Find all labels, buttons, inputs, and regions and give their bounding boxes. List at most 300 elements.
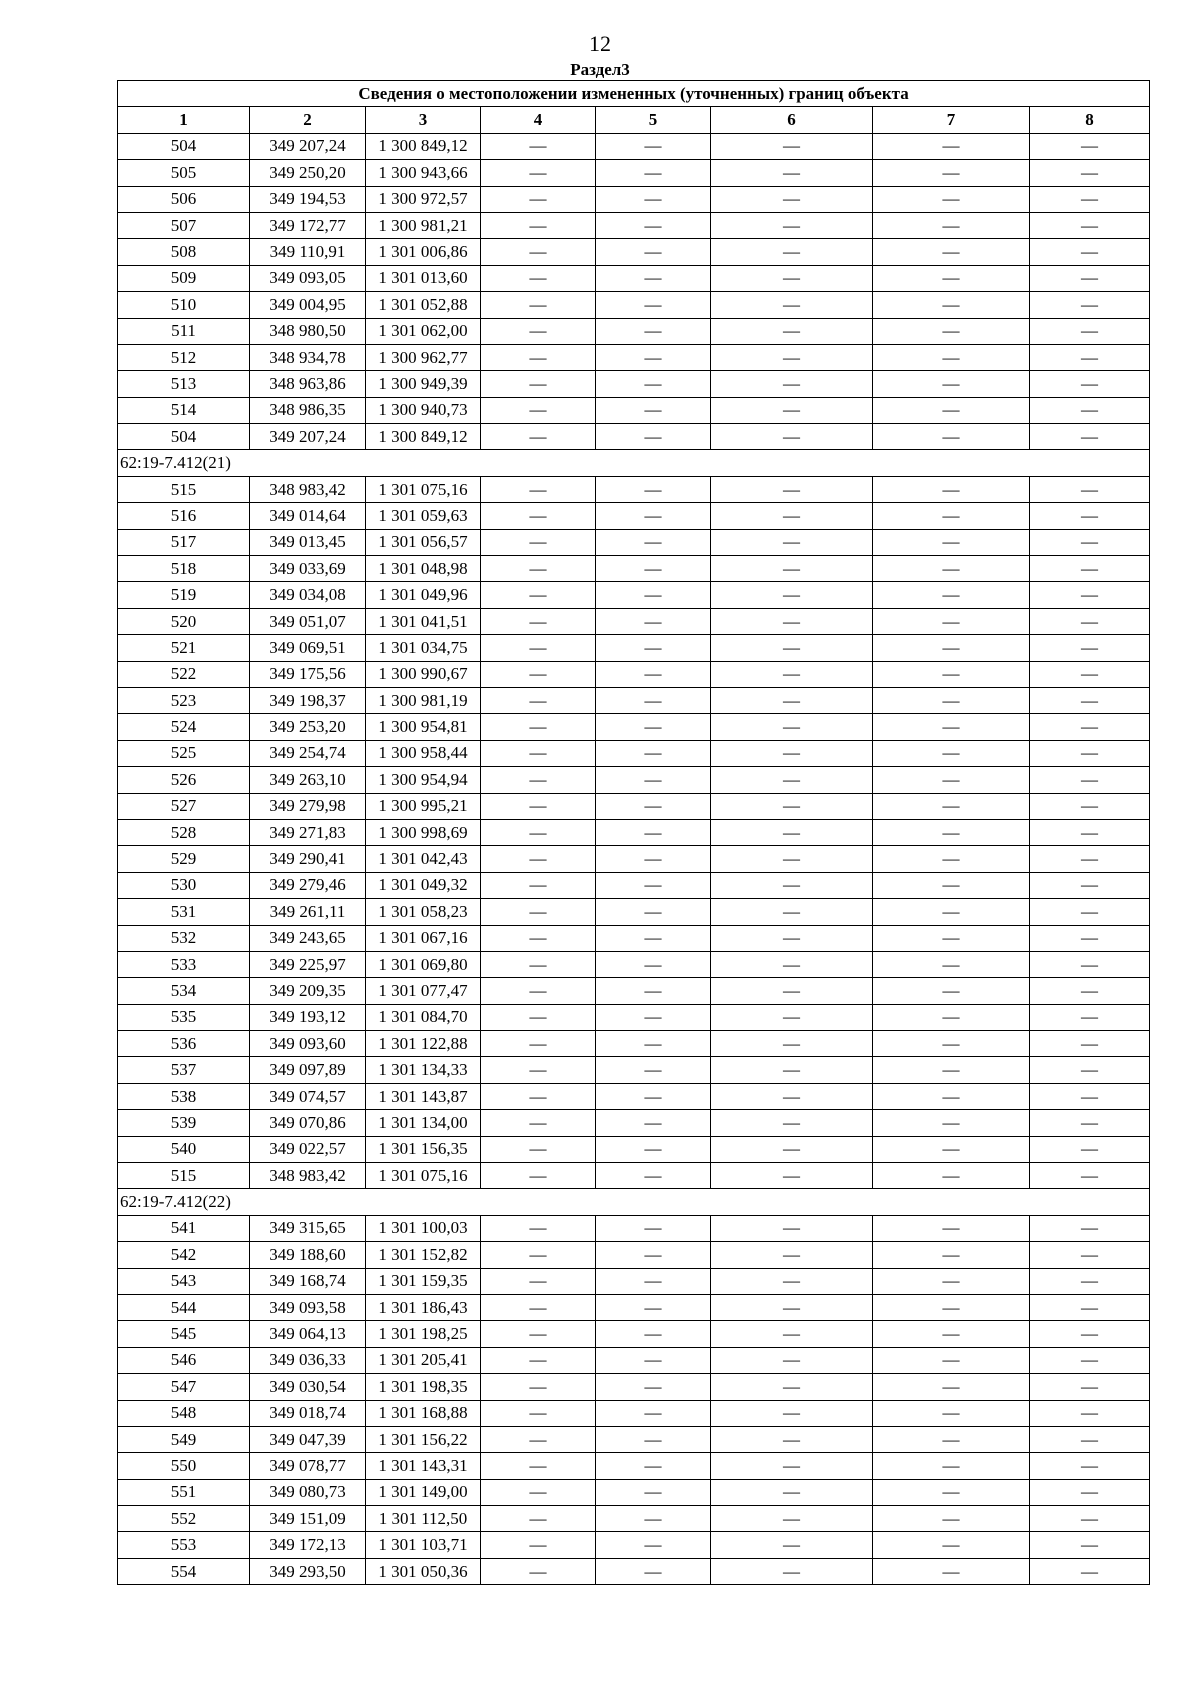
empty-cell: — [596,872,711,898]
table-row [118,503,1150,529]
empty-cell: — [596,1163,711,1189]
empty-cell: — [711,608,873,634]
empty-cell: — [481,1506,596,1532]
empty-cell: — [711,1057,873,1083]
y-coordinate-cell: 1 301 134,33 [366,1057,481,1083]
table-row [118,582,1150,608]
empty-cell: — [711,1031,873,1057]
empty-cell: — [481,1558,596,1584]
empty-cell: — [873,1136,1030,1162]
empty-cell: — [596,1294,711,1320]
empty-cell: — [1030,1400,1150,1426]
table-row [118,133,1150,159]
empty-cell: — [481,1136,596,1162]
table-row [118,397,1150,423]
table-row [118,160,1150,186]
y-coordinate-cell: 1 300 954,81 [366,714,481,740]
x-coordinate-cell: 349 093,60 [250,1031,366,1057]
empty-cell: — [711,1242,873,1268]
y-coordinate-cell: 1 301 122,88 [366,1031,481,1057]
empty-cell: — [873,133,1030,159]
y-coordinate-cell: 1 301 049,96 [366,582,481,608]
empty-cell: — [711,239,873,265]
empty-cell: — [873,608,1030,634]
table-body [118,133,1150,1584]
empty-cell: — [481,1294,596,1320]
y-coordinate-cell: 1 301 062,00 [366,318,481,344]
empty-cell: — [873,1374,1030,1400]
x-coordinate-cell: 349 078,77 [250,1453,366,1479]
x-coordinate-cell: 349 188,60 [250,1242,366,1268]
empty-cell: — [711,1506,873,1532]
empty-cell: — [481,265,596,291]
table-row [118,1110,1150,1136]
empty-cell: — [711,582,873,608]
y-coordinate-cell: 1 300 998,69 [366,819,481,845]
y-coordinate-cell: 1 301 152,82 [366,1242,481,1268]
empty-cell: — [711,424,873,450]
empty-cell: — [1030,529,1150,555]
point-number-cell: 517 [118,529,250,555]
point-number-cell: 519 [118,582,250,608]
empty-cell: — [873,212,1030,238]
empty-cell: — [596,318,711,344]
x-coordinate-cell: 349 194,53 [250,186,366,212]
point-number-cell: 506 [118,186,250,212]
point-number-cell: 534 [118,978,250,1004]
point-number-cell: 542 [118,1242,250,1268]
y-coordinate-cell: 1 301 143,31 [366,1453,481,1479]
empty-cell: — [596,1426,711,1452]
point-number-cell: 544 [118,1294,250,1320]
y-coordinate-cell: 1 301 156,35 [366,1136,481,1162]
empty-cell: — [873,1321,1030,1347]
y-coordinate-cell: 1 301 112,50 [366,1506,481,1532]
empty-cell: — [481,1321,596,1347]
empty-cell: — [596,1347,711,1373]
point-number-cell: 538 [118,1083,250,1109]
point-number-cell: 533 [118,951,250,977]
empty-cell: — [873,767,1030,793]
y-coordinate-cell: 1 301 077,47 [366,978,481,1004]
empty-cell: — [873,371,1030,397]
empty-cell: — [596,635,711,661]
y-coordinate-cell: 1 300 849,12 [366,133,481,159]
x-coordinate-cell: 348 983,42 [250,476,366,502]
y-coordinate-cell: 1 301 156,22 [366,1426,481,1452]
empty-cell: — [711,1426,873,1452]
empty-cell: — [1030,1374,1150,1400]
empty-cell: — [1030,1242,1150,1268]
empty-cell: — [481,819,596,845]
x-coordinate-cell: 349 293,50 [250,1558,366,1584]
table-row [118,556,1150,582]
empty-cell: — [596,1136,711,1162]
x-coordinate-cell: 349 051,07 [250,608,366,634]
empty-cell: — [1030,133,1150,159]
empty-cell: — [1030,714,1150,740]
empty-cell: — [481,476,596,502]
empty-cell: — [596,1400,711,1426]
empty-cell: — [596,186,711,212]
empty-cell: — [711,212,873,238]
empty-cell: — [711,397,873,423]
empty-cell: — [711,1400,873,1426]
empty-cell: — [711,1453,873,1479]
empty-cell: — [596,424,711,450]
empty-cell: — [596,582,711,608]
empty-cell: — [481,397,596,423]
empty-cell: — [481,740,596,766]
empty-cell: — [1030,767,1150,793]
column-header: 2 [250,107,366,133]
empty-cell: — [711,1083,873,1109]
empty-cell: — [711,186,873,212]
point-number-cell: 527 [118,793,250,819]
empty-cell: — [873,1532,1030,1558]
x-coordinate-cell: 349 263,10 [250,767,366,793]
table-row [118,186,1150,212]
empty-cell: — [711,1347,873,1373]
empty-cell: — [873,1506,1030,1532]
empty-cell: — [596,1057,711,1083]
x-coordinate-cell: 349 110,91 [250,239,366,265]
point-number-cell: 541 [118,1215,250,1241]
empty-cell: — [596,1321,711,1347]
empty-cell: — [481,899,596,925]
empty-cell: — [1030,951,1150,977]
empty-cell: — [596,212,711,238]
empty-cell: — [1030,899,1150,925]
empty-cell: — [481,1242,596,1268]
y-coordinate-cell: 1 300 949,39 [366,371,481,397]
empty-cell: — [596,1506,711,1532]
empty-cell: — [711,265,873,291]
table-row [118,1426,1150,1452]
empty-cell: — [873,1215,1030,1241]
empty-cell: — [481,608,596,634]
y-coordinate-cell: 1 300 995,21 [366,793,481,819]
column-header: 8 [1030,107,1150,133]
table-row [118,1453,1150,1479]
x-coordinate-cell: 349 070,86 [250,1110,366,1136]
x-coordinate-cell: 349 225,97 [250,951,366,977]
empty-cell: — [481,556,596,582]
table-row [118,740,1150,766]
empty-cell: — [596,476,711,502]
empty-cell: — [711,476,873,502]
empty-cell: — [1030,661,1150,687]
empty-cell: — [873,318,1030,344]
column-header-row [118,107,1150,133]
table-row [118,1004,1150,1030]
empty-cell: — [873,1163,1030,1189]
empty-cell: — [1030,424,1150,450]
empty-cell: — [1030,1031,1150,1057]
x-coordinate-cell: 349 004,95 [250,292,366,318]
empty-cell: — [711,687,873,713]
empty-cell: — [481,371,596,397]
coordinates-table [117,80,1150,1585]
y-coordinate-cell: 1 301 042,43 [366,846,481,872]
empty-cell: — [1030,635,1150,661]
x-coordinate-cell: 349 172,77 [250,212,366,238]
y-coordinate-cell: 1 300 943,66 [366,160,481,186]
x-coordinate-cell: 349 014,64 [250,503,366,529]
empty-cell: — [596,1558,711,1584]
point-number-cell: 524 [118,714,250,740]
x-coordinate-cell: 349 036,33 [250,1347,366,1373]
y-coordinate-cell: 1 301 149,00 [366,1479,481,1505]
empty-cell: — [711,635,873,661]
empty-cell: — [1030,212,1150,238]
empty-cell: — [711,925,873,951]
point-number-cell: 526 [118,767,250,793]
point-number-cell: 539 [118,1110,250,1136]
x-coordinate-cell: 349 074,57 [250,1083,366,1109]
empty-cell: — [711,793,873,819]
empty-cell: — [711,556,873,582]
empty-cell: — [596,265,711,291]
empty-cell: — [596,1479,711,1505]
empty-cell: — [596,556,711,582]
empty-cell: — [873,186,1030,212]
point-number-cell: 509 [118,265,250,291]
table-row [118,344,1150,370]
table-row [118,1294,1150,1320]
empty-cell: — [481,767,596,793]
empty-cell: — [481,133,596,159]
empty-cell: — [481,978,596,1004]
empty-cell: — [873,503,1030,529]
empty-cell: — [1030,740,1150,766]
table-row [118,1215,1150,1241]
y-coordinate-cell: 1 301 100,03 [366,1215,481,1241]
table-row [118,239,1150,265]
empty-cell: — [596,846,711,872]
x-coordinate-cell: 349 279,98 [250,793,366,819]
point-number-cell: 504 [118,133,250,159]
empty-cell: — [711,529,873,555]
empty-cell: — [1030,397,1150,423]
section-title: Раздел3 [570,60,630,79]
empty-cell: — [711,344,873,370]
empty-cell: — [873,714,1030,740]
y-coordinate-cell: 1 300 990,67 [366,661,481,687]
empty-cell: — [873,1294,1030,1320]
point-number-cell: 535 [118,1004,250,1030]
empty-cell: — [1030,1347,1150,1373]
empty-cell: — [873,1057,1030,1083]
empty-cell: — [596,292,711,318]
x-coordinate-cell: 349 315,65 [250,1215,366,1241]
empty-cell: — [711,1532,873,1558]
x-coordinate-cell: 348 963,86 [250,371,366,397]
empty-cell: — [596,767,711,793]
y-coordinate-cell: 1 301 034,75 [366,635,481,661]
empty-cell: — [481,1083,596,1109]
point-number-cell: 522 [118,661,250,687]
empty-cell: — [711,846,873,872]
empty-cell: — [873,1083,1030,1109]
empty-cell: — [1030,582,1150,608]
empty-cell: — [481,1004,596,1030]
x-coordinate-cell: 349 030,54 [250,1374,366,1400]
y-coordinate-cell: 1 300 958,44 [366,740,481,766]
empty-cell: — [481,1532,596,1558]
empty-cell: — [481,503,596,529]
empty-cell: — [1030,292,1150,318]
x-coordinate-cell: 349 047,39 [250,1426,366,1452]
empty-cell: — [481,344,596,370]
point-number-cell: 552 [118,1506,250,1532]
point-number-cell: 551 [118,1479,250,1505]
empty-cell: — [873,1268,1030,1294]
column-header: 3 [366,107,481,133]
table-row [118,1242,1150,1268]
table-row [118,714,1150,740]
empty-cell: — [1030,1294,1150,1320]
empty-cell: — [711,292,873,318]
table-row [118,1031,1150,1057]
point-number-cell: 530 [118,872,250,898]
table-row [118,318,1150,344]
empty-cell: — [481,1031,596,1057]
y-coordinate-cell: 1 301 041,51 [366,608,481,634]
y-coordinate-cell: 1 301 075,16 [366,1163,481,1189]
point-number-cell: 523 [118,687,250,713]
empty-cell: — [596,1532,711,1558]
empty-cell: — [873,582,1030,608]
empty-cell: — [596,160,711,186]
empty-cell: — [481,160,596,186]
empty-cell: — [596,1242,711,1268]
empty-cell: — [873,1426,1030,1452]
empty-cell: — [711,1374,873,1400]
empty-cell: — [711,978,873,1004]
table-row [118,476,1150,502]
empty-cell: — [1030,1163,1150,1189]
x-coordinate-cell: 349 253,20 [250,714,366,740]
empty-cell: — [1030,556,1150,582]
y-coordinate-cell: 1 300 981,21 [366,212,481,238]
x-coordinate-cell: 348 983,42 [250,1163,366,1189]
empty-cell: — [1030,846,1150,872]
table-row [118,1374,1150,1400]
point-number-cell: 528 [118,819,250,845]
empty-cell: — [711,1110,873,1136]
x-coordinate-cell: 349 209,35 [250,978,366,1004]
empty-cell: — [873,1479,1030,1505]
empty-cell: — [481,1215,596,1241]
point-number-cell: 518 [118,556,250,582]
point-number-cell: 504 [118,424,250,450]
y-coordinate-cell: 1 301 067,16 [366,925,481,951]
empty-cell: — [1030,1268,1150,1294]
empty-cell: — [1030,1110,1150,1136]
empty-cell: — [711,767,873,793]
column-header: 5 [596,107,711,133]
empty-cell: — [711,160,873,186]
empty-cell: — [596,925,711,951]
empty-cell: — [1030,1453,1150,1479]
table-row [118,1136,1150,1162]
x-coordinate-cell: 349 168,74 [250,1268,366,1294]
y-coordinate-cell: 1 301 048,98 [366,556,481,582]
y-coordinate-cell: 1 301 168,88 [366,1400,481,1426]
empty-cell: — [1030,1083,1150,1109]
empty-cell: — [1030,1532,1150,1558]
point-number-cell: 553 [118,1532,250,1558]
empty-cell: — [481,1057,596,1083]
empty-cell: — [481,687,596,713]
empty-cell: — [873,529,1030,555]
empty-cell: — [481,582,596,608]
empty-cell: — [1030,1136,1150,1162]
empty-cell: — [596,1268,711,1294]
empty-cell: — [596,819,711,845]
empty-cell: — [1030,344,1150,370]
y-coordinate-cell: 1 301 198,25 [366,1321,481,1347]
empty-cell: — [596,397,711,423]
page-number: 12 [589,31,611,56]
empty-cell: — [873,239,1030,265]
empty-cell: — [596,899,711,925]
empty-cell: — [711,1321,873,1347]
empty-cell: — [873,1558,1030,1584]
table-title: Сведения о местоположении измененных (уточненных) границ объекта [118,81,1150,107]
x-coordinate-cell: 349 279,46 [250,872,366,898]
empty-cell: — [481,1479,596,1505]
empty-cell: — [481,951,596,977]
empty-cell: — [596,687,711,713]
empty-cell: — [711,872,873,898]
x-coordinate-cell: 349 198,37 [250,687,366,713]
point-number-cell: 529 [118,846,250,872]
y-coordinate-cell: 1 301 052,88 [366,292,481,318]
empty-cell: — [1030,819,1150,845]
y-coordinate-cell: 1 301 050,36 [366,1558,481,1584]
x-coordinate-cell: 349 271,83 [250,819,366,845]
point-number-cell: 521 [118,635,250,661]
empty-cell: — [596,133,711,159]
group-label-row [118,1189,1150,1215]
empty-cell: — [711,1294,873,1320]
empty-cell: — [873,819,1030,845]
point-number-cell: 510 [118,292,250,318]
empty-cell: — [596,529,711,555]
point-number-cell: 515 [118,476,250,502]
x-coordinate-cell: 349 034,08 [250,582,366,608]
point-number-cell: 540 [118,1136,250,1162]
table-row [118,1268,1150,1294]
empty-cell: — [1030,160,1150,186]
point-number-cell: 508 [118,239,250,265]
x-coordinate-cell: 349 018,74 [250,1400,366,1426]
group-label-row [118,450,1150,476]
x-coordinate-cell: 349 290,41 [250,846,366,872]
point-number-cell: 532 [118,925,250,951]
empty-cell: — [481,186,596,212]
empty-cell: — [596,740,711,766]
empty-cell: — [596,1374,711,1400]
x-coordinate-cell: 349 151,09 [250,1506,366,1532]
empty-cell: — [596,1083,711,1109]
empty-cell: — [711,661,873,687]
y-coordinate-cell: 1 300 962,77 [366,344,481,370]
table-row [118,1057,1150,1083]
empty-cell: — [596,951,711,977]
